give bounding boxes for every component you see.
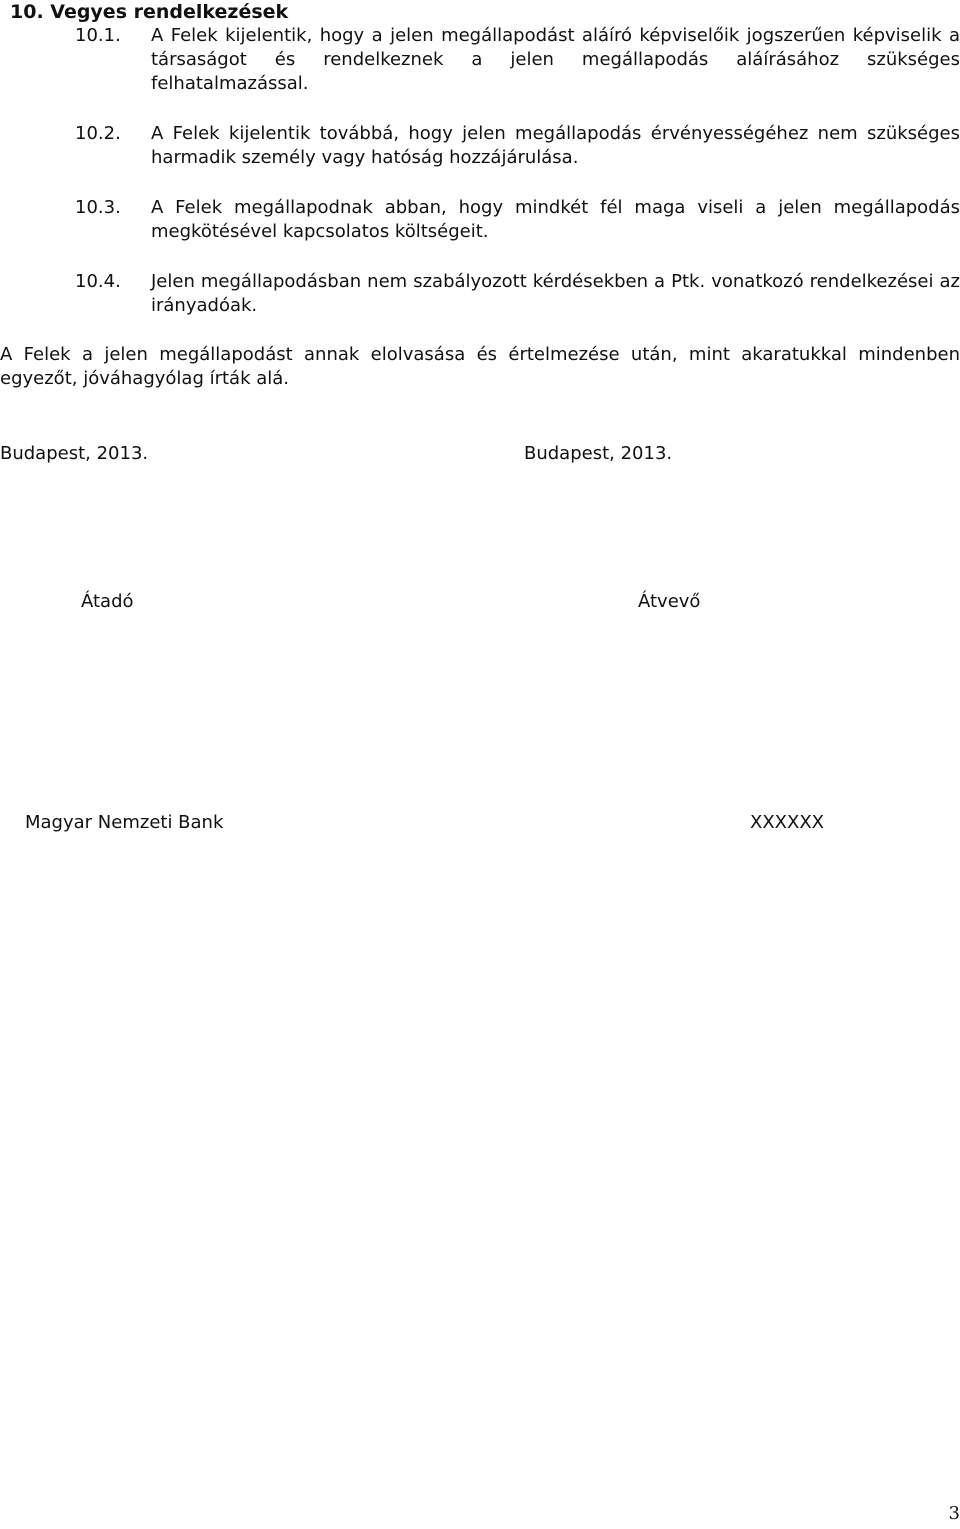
closing-statement: A Felek a jelen megállapodást annak elolvasása és értelmezése után, mint akaratukkal mindenben egyezőt, jóváhagyólag írták alá. [0,344,960,389]
section-title: 10. Vegyes rendelkezések [10,1,289,23]
clause-number: 10.4. [75,271,121,292]
right-role-label: Átvevő [638,591,701,612]
clause-text: A Felek megállapodnak abban, hogy mindkét fél maga viseli a jelen megállapodás megkötésével kapcsolatos költségeit. [151,197,960,242]
page-number: 3 [948,1503,960,1524]
right-party-name: XXXXXX [750,812,824,833]
left-role-label: Átadó [81,591,134,612]
left-place-date: Budapest, 2013. [0,443,149,464]
right-place-date: Budapest, 2013. [524,443,673,464]
clause-number: 10.2. [75,123,121,144]
clause-text: A Felek kijelentik, hogy a jelen megállapodást aláíró képviselőik jogszerűen képviselik a társaságot és rendelkeznek a jelen megállapodás aláírásához szükséges felhatalmazással. [151,25,960,94]
left-party-name: Magyar Nemzeti Bank [25,812,224,833]
clause-number: 10.3. [75,197,121,218]
clause-text: A Felek kijelentik továbbá, hogy jelen megállapodás érvényességéhez nem szükséges harmadik személy vagy hatóság hozzájárulása. [151,123,960,168]
clause-number: 10.1. [75,25,121,46]
clause-text: Jelen megállapodásban nem szabályozott kérdésekben a Ptk. vonatkozó rendelkezései az irányadóak. [151,271,960,316]
